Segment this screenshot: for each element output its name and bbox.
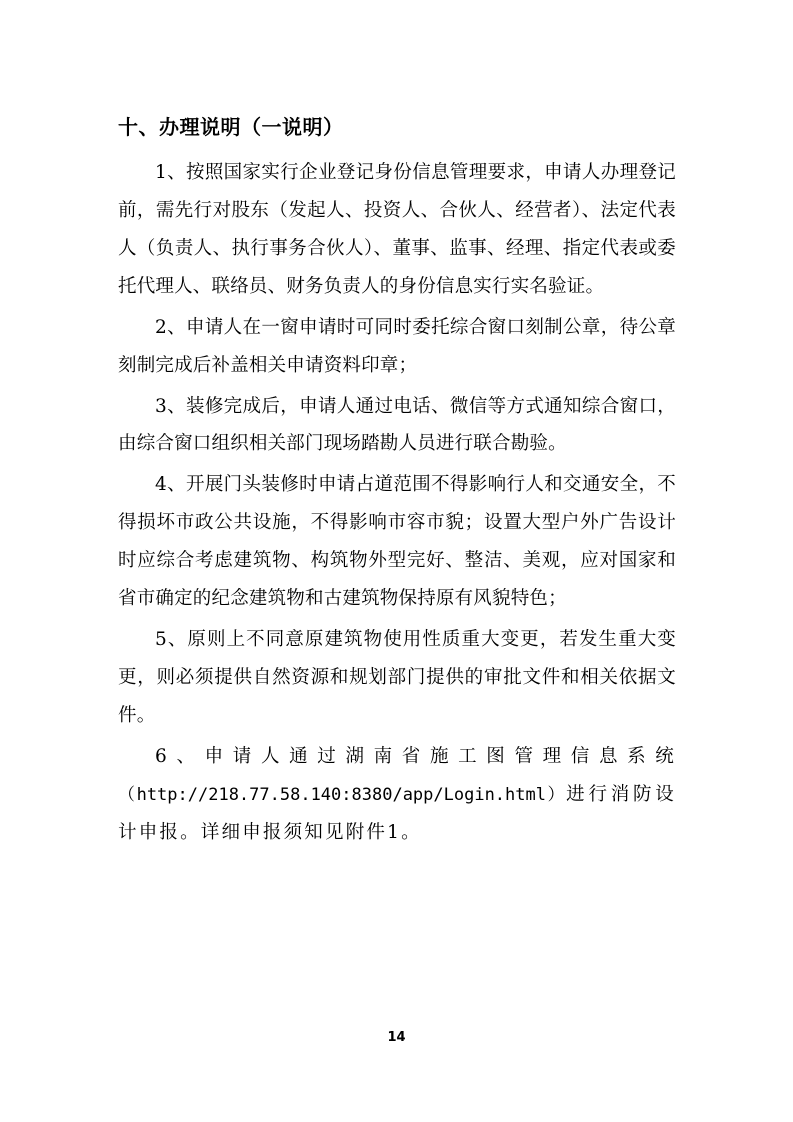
paragraph-6 — [118, 738, 676, 852]
paragraph-3: 3、装修完成后，申请人通过电话、微信等方式通知综合窗口，由综合窗口组织相关部门现场踏勘人员进行联合勘验。 — [118, 395, 676, 455]
paragraph-6-lead: 6、申请人通过湖南省施工图管理信息系统 — [155, 745, 676, 767]
system-url: （http://218.77.58.140:8380/app/Login.html） — [118, 784, 567, 805]
page-title: 十、办理说明（一说明） — [118, 115, 344, 139]
paragraph-2: 2、申请人在一窗申请时可同时委托综合窗口刻制公章，待公章刻制完成后补盖相关申请资料印章； — [118, 316, 676, 376]
page-number: 14 — [387, 1030, 406, 1045]
paragraph-1: 1、按照国家实行企业登记身份信息管理要求，申请人办理登记前，需先行对股东（发起人、投资人、合伙人、经营者）、法定代表人（负责人、执行事务合伙人）、董事、监事、经理、指定代表或委托代理人、联络员、财务负责人的身份信息实行实名验证。 — [118, 162, 676, 297]
paragraph-6-tail: 进行消防设计申报。详细申报须知见附件1。 — [118, 783, 676, 843]
document-body — [118, 112, 676, 855]
paragraph-4: 4、开展门头装修时申请占道范围不得影响行人和交通安全，不得损坏市政公共设施，不得影响市容市貌；设置大型户外广告设计时应综合考虑建筑物、构筑物外型完好、整洁、美观，应对国家和省市确定的纪念建筑物和古建筑物保持原有风貌特色； — [118, 474, 676, 610]
paragraph-5: 5、原则上不同意原建筑物使用性质重大变更，若发生重大变更，则必须提供自然资源和规划部门提供的审批文件和相关依据文件。 — [118, 629, 676, 726]
